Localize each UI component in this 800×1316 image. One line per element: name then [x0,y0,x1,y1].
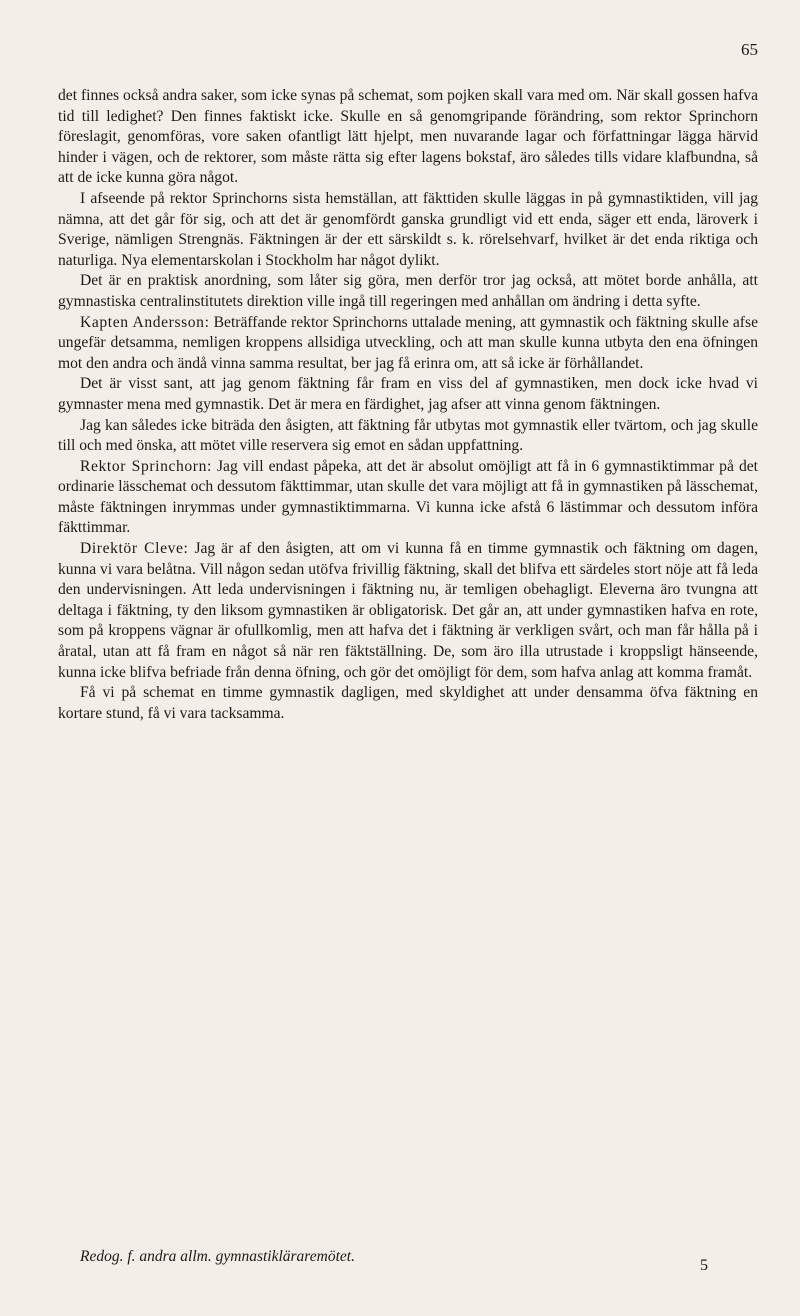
paragraph-text: Det är visst sant, att jag genom fäktning får fram en viss del af gymnastiken, men dock icke hvad vi gymnaster mena med gymnastik. Det är mera en färdighet, jag afser att vinna genom fäktningen. [58,375,758,413]
paragraph [58,313,758,375]
paragraph [58,416,758,457]
speaker-name: Kapten Andersson: [80,313,210,331]
paragraph-text: det finnes också andra saker, som icke synas på schemat, som pojken skall vara med om. När skall gossen hafva tid till ledighet? Den finnes faktiskt icke. Skulle en så genomgripande förändring, som rektor Sprinchorn föreslagit, genomföras, vore saken ofantligt lätt hjelpt, men nuvarande lagar och författningar lägga härvid hinder i vägen, och de rektorer, som måste rätta sig efter lagens bokstaf, äro således tills vidare klafbundna, så att de icke kunna göra något. [58,87,758,187]
page-number: 65 [741,40,758,59]
paragraph [58,683,758,724]
paragraph [58,189,758,271]
paragraph [58,457,758,539]
paragraph-text: Få vi på schemat en timme gymnastik dagligen, med skyldighet att under densamma öfva fäktning en kortare stund, få vi vara tacksamma. [58,684,758,722]
paragraph-text: Jag är af den åsigten, att om vi kunna få en timme gymnastik och fäktning om dagen, kunna vi vara belåtna. Vill någon sedan utöfva frivillig fäktning, skall det blifva ett särdeles stort nöje att få leda den undervisningen. Att leda undervisningen i fäktning nu, är temligen obehagligt. Eleverna äro tvungna att deltaga i fäktning, ty den liksom gymnastiken är obligatorisk. Det går an, att under gymnastiken hafva en rote, som på kroppens vägnar är ofullkomlig, men att hafva det i fäktning är verkligen svårt, och man får hålla på i åratal, utan att få fram en något så när ren fäktställning. De, som äro illa utrustade i kroppsligt hänseende, kunna icke blifva befriade från denna öfning, och gör det omöjligt för dem, som hafva anlag att komma framåt. [58,540,759,681]
speaker-name: Rektor Sprinchorn: [80,457,212,475]
paragraph-text: Jag kan således icke biträda den åsigten, att fäktning får utbytas mot gymnastik eller tvärtom, och jag skulle till och med önska, att mötet ville reservera sig emot en sådan uppfattning. [58,416,758,455]
document-page [58,40,758,1290]
paragraph [58,374,758,415]
paragraph-text: Beträffande rektor Sprinchorns uttalade mening, att gymnastik och fäktning skulle afse ungefär detsamma, nemligen kroppens allsidiga utveckling, och att man skulle kunna utbyta den ena öfningen mot den andra och ändå vinna samma resultat, ber jag få erinra om, att så icke är förhållandet. [58,313,758,372]
paragraph-text: I afseende på rektor Sprinchorns sista hemställan, att fäkttiden skulle läggas in på gymnastiktiden, vill jag nämna, att det går för sig, och att det är genomfördt ganska grundligt vid ett enda, säger ett enda, läroverk i Sverige, nämligen Strengnäs. Fäktningen är der ett särskildt s. k. rörelsehvarf, hvilket är det enda riktiga och naturliga. Nya elementarskolan i Stockholm har något dylikt. [58,189,758,269]
paragraph [58,539,758,683]
speaker-name: Direktör Cleve: [80,540,189,558]
paragraph [58,86,758,189]
paragraph-text: Det är en praktisk anordning, som låter sig göra, men derför tror jag också, att mötet borde anhålla, att gymnastiska centralinstitutets direktion ville ingå till regeringen med anhållan om ändring i detta syfte. [58,272,758,310]
running-footer: Redog. f. andra allm. gymnastikläraremötet. [80,1248,355,1265]
paragraph-text: Jag vill endast påpeka, att det är absolut omöjligt att få in 6 gymnastiktimmar på det ordinarie lässchemat och dessutom fäkttimmar, utan skulle det vara möjligt att få in gymnastiken på lässchemat, måste fäktningen inrymmas under gymnastiktimmarna. Vi kunna icke afstå 6 lästimmar och dessutom införa fäkttimmar. [58,457,758,537]
signature-mark: 5 [700,1257,708,1274]
body-text [58,86,758,724]
paragraph [58,271,758,312]
